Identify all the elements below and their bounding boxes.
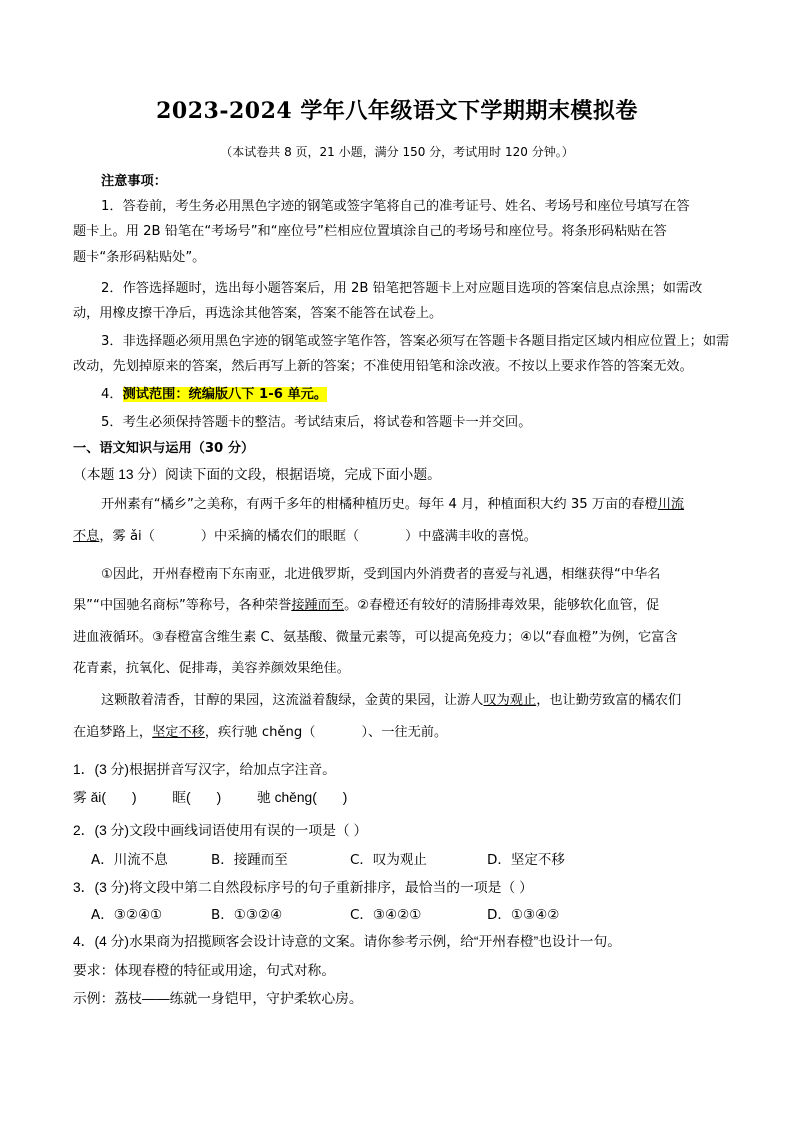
underlined-phrase: 不息 [73, 529, 100, 544]
q3-option-b[interactable]: B．①③②④ [211, 907, 283, 923]
q1-blank-a-label: 雾 ǎi( [73, 790, 106, 805]
note-2-line-2: 动，用橡皮擦干净后，再选涂其他答案，答案不能答在试卷上。 [73, 306, 443, 321]
q3-option-c[interactable]: C．③④②① [350, 907, 422, 923]
q1-blank-c-label: 驰 chěng( [256, 790, 317, 805]
passage-text: ）、一往无前。 [361, 725, 448, 740]
passage-text: 开州素有“橘乡”之美称，有两千多年的柑橘种植历史。每年 4 月，种植面积大约 35 万亩的春橙 [101, 497, 658, 512]
section-1-intro: （本题 13 分）阅读下面的文段，根据语境，完成下面小题。 [73, 467, 441, 482]
note-2-line-1: 2．作答选择题时，选出每小题答案后，用 2B 铅笔把答题卡上对应题目选项的答案信息点涂黑；如需改 [101, 281, 703, 296]
note-5: 5．考生必须保持答题卡的整洁。考试结束后，将试卷和答题卡一并交回。 [101, 415, 532, 430]
passage-p2-line-4: 花青素，抗氧化、促排毒，美容养颜效果绝佳。 [73, 661, 350, 676]
note-1-line-3: 题卡“条形码粘贴处”。 [73, 250, 206, 265]
question-1-blanks [73, 789, 347, 807]
note-1-line-1: 1．答卷前，考生务必用黑色字迹的钢笔或签字笔将自己的准考证号、姓名、考场号和座位号填写在答 [101, 199, 690, 214]
q1-blank-b-label: 眶( [172, 790, 191, 805]
note-4-number: 4． [101, 387, 123, 402]
section-1-heading: 一、语文知识与运用（30 分） [73, 441, 255, 456]
q2-option-b[interactable]: B．接踵而至 [211, 852, 288, 868]
q2-option-a[interactable]: A．川流不息 [91, 852, 168, 868]
passage-text: ，也让勤劳致富的橘农们 [536, 693, 682, 708]
underlined-phrase: 接踵而至 [291, 598, 345, 613]
q3-option-d[interactable]: D．①③④② [487, 907, 560, 923]
passage-p1-line-2 [73, 528, 537, 546]
passage-text: 果”“中国驰名商标”等称号，各种荣誉 [73, 598, 292, 613]
note-3-line-1: 3．非选择题必须用黑色字迹的钢笔或签字笔作答，答案必须写在答题卡各题目指定区域内相应位置上；如需 [101, 334, 730, 349]
passage-p3-line-1 [101, 692, 681, 710]
passage-text: ）中盛满丰收的喜悦。 [405, 529, 537, 544]
q2-option-c[interactable]: C．叹为观止 [350, 852, 427, 868]
page-subtitle: （本试卷共 8 页，21 小题，满分 150 分，考试用时 120 分钟。） [220, 145, 574, 159]
q1-blank-a-close: ) [131, 790, 137, 805]
question-4: 4．(4 分)水果商为招揽顾客会设计诗意的文案。请你参考示例，给“开州春橙”也设计一句。 [73, 934, 622, 949]
underlined-phrase: 川流 [657, 497, 685, 512]
question-3: 3．(3 分)将文段中第二自然段标序号的句子重新排序，最恰当的一项是（ ） [73, 880, 533, 895]
underlined-phrase: 叹为观止 [483, 693, 537, 708]
note-4-highlight: 测试范围：统编版八下 1-6 单元。 [122, 387, 328, 402]
passage-text: 这颗散着清香，甘醇的果园，这流溢着馥绿，金黄的果园，让游人 [101, 693, 484, 708]
question-1: 1．(3 分)根据拼音写汉字，给加点字注音。 [73, 762, 336, 777]
passage-text: ，雾 ǎi（ [99, 529, 155, 544]
q3-option-a[interactable]: A．③②④① [91, 907, 163, 923]
passage-p2-line-1: ①因此，开州春橙南下东南亚，北进俄罗斯，受到国内外消费者的喜爱与礼遇，相继获得“中华名 [101, 567, 661, 582]
q1-blank-b-close: ) [216, 790, 222, 805]
note-4 [101, 386, 327, 404]
passage-p2-line-2 [73, 597, 659, 615]
question-4-requirement: 要求：体现春橙的特征或用途，句式对称。 [73, 963, 336, 978]
note-3-line-2: 改动，先划掉原来的答案，然后再写上新的答案；不准使用铅笔和涂改液。不按以上要求作答的答案无效。 [73, 359, 693, 374]
question-2: 2．(3 分)文段中画线词语使用有误的一项是（ ） [73, 823, 368, 838]
notes-heading: 注意事项： [101, 174, 167, 189]
passage-text: 。②春橙还有较好的清肠排毒效果，能够软化血管，促 [344, 598, 660, 613]
passage-p1-line-1 [101, 496, 684, 514]
q1-blank-c-close: ) [342, 790, 348, 805]
passage-p2-line-3: 进血液循环。③春橙富含维生素 C、氨基酸、微量元素等，可以提高免疫力；④以“春血橙”为例，它富含 [73, 630, 678, 645]
page-title: 2023-2024 学年八年级语文下学期期末模拟卷 [156, 98, 638, 124]
passage-p3-line-2 [73, 724, 447, 742]
underlined-phrase: 坚定不移 [152, 725, 205, 740]
passage-text: ）中采摘的橘农们的眼眶（ [200, 529, 360, 544]
q2-option-d[interactable]: D．坚定不移 [487, 852, 565, 868]
passage-text: 在追梦路上， [73, 725, 153, 740]
question-4-example: 示例：荔枝——练就一身铠甲，守护柔软心房。 [73, 991, 363, 1006]
note-1-line-2: 题卡上。用 2B 铅笔在“考场号”和“座位号”栏相应位置填涂自己的考场号和座位号。将条形码粘贴在答 [73, 224, 667, 239]
passage-text: ，疾行驰 chěng（ [204, 725, 316, 740]
